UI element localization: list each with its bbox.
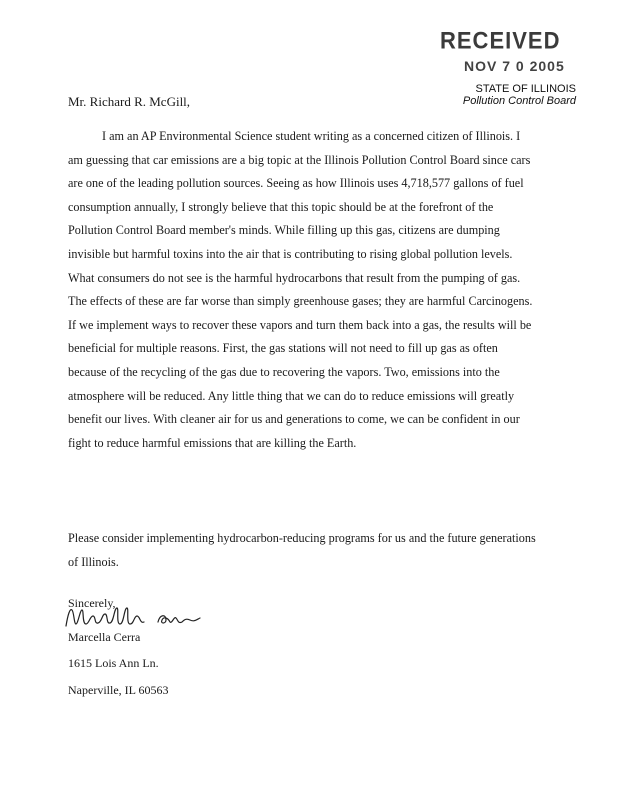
address-line-2: Naperville, IL 60563 bbox=[68, 683, 169, 697]
address-line-1: 1615 Lois Ann Ln. bbox=[68, 656, 159, 670]
handwritten-signature bbox=[62, 602, 212, 632]
stamp-board: Pollution Control Board bbox=[462, 95, 576, 107]
closing: Sincerely, bbox=[68, 596, 116, 610]
signer-name: Marcella Cerra bbox=[68, 630, 141, 644]
letter-paragraph-main: I am an AP Environmental Science student writing as a concerned citizen of Illinois. I am guessing that car emissions are a big topic at the Illinois Pollution Control Board since cars are one of the leading pollution sources. Seeing as how Illinois uses 4,718,577 gallons of fuel consumption annually, I strongly believe that this topic should be at the forefront of the Pollution Control Board member's minds. While filling up this gas, citizens are dumping invisible but harmful toxins into the air that is contributing to rising global pollution levels. What consumers do not see is the harmful hydrocarbons that result from the pumping of gas. The effects of these are far worse than simply greenhouse gases; they are harmful Carcinogens. If we implement ways to recover these vapors and turn them back into a gas, the results will be beneficial for multiple reasons. First, the gas stations will not need to fill up gas as often because of the recycling of the gas due to recovering the vapors. Two, emissions into the atmosphere will be reduced. Any little thing that we can do to reduce emissions will greatly benefit our lives. With cleaner air for us and generations to come, we can be confident in our fight to reduce harmful emissions that are killing the Earth. bbox=[68, 129, 533, 450]
received-stamp bbox=[440, 28, 580, 108]
stamp-received-text: RECEIVED bbox=[440, 26, 561, 55]
letter-paragraph-request: Please consider implementing hydrocarbon-reducing programs for us and the future generations of Illinois. bbox=[68, 531, 536, 569]
salutation: Mr. Richard R. McGill, bbox=[68, 94, 191, 109]
stamp-state: STATE OF ILLINOIS bbox=[475, 83, 576, 95]
stamp-date: NOV 7 0 2005 bbox=[464, 58, 565, 74]
